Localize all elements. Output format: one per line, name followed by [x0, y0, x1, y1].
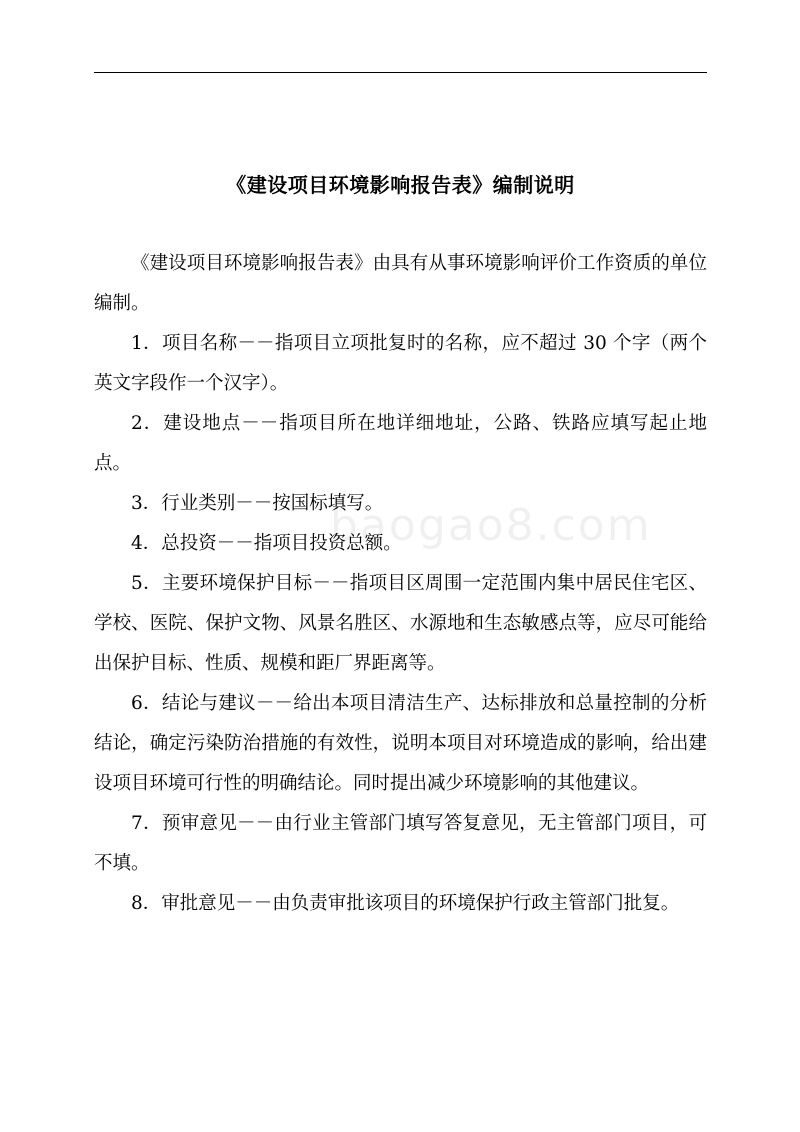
item-3: 3．行业类别－－按国标填写。 [131, 493, 384, 514]
item-1: 1．项目名称－－指项目立项批复时的名称，应不超过 30 个字（两个英文字段作一个汉字）。 [94, 333, 707, 394]
document-title: 《建设项目环境影响报告表》编制说明 [226, 173, 575, 197]
document-body [94, 244, 707, 924]
item-5: 5．主要环境保护目标－－指项目区周围一定范围内集中居民住宅区、学校、医院、保护文物、风景名胜区、水源地和生态敏感点等，应尽可能给出保护目标、性质、规模和距厂界距离等。 [94, 573, 707, 674]
intro-paragraph: 《建设项目环境影响报告表》由具有从事环境影响评价工作资质的单位编制。 [94, 253, 707, 314]
item-7: 7．预审意见－－由行业主管部门填写答复意见，无主管部门项目，可不填。 [94, 813, 707, 874]
item-8: 8．审批意见－－由负责审批该项目的环境保护行政主管部门批复。 [131, 893, 680, 914]
watermark: baogao8.com [330, 500, 652, 551]
item-2: 2．建设地点－－指项目所在地详细地址，公路、铁路应填写起止地点。 [94, 413, 707, 474]
item-6: 6．结论与建议－－给出本项目清洁生产、达标排放和总量控制的分析结论，确定污染防治措施的有效性，说明本项目对环境造成的影响，给出建设项目环境可行性的明确结论。同时提出减少环境影响的其他建议。 [94, 693, 707, 794]
top-rule [94, 72, 707, 73]
item-4: 4．总投资－－指项目投资总额。 [131, 533, 402, 554]
